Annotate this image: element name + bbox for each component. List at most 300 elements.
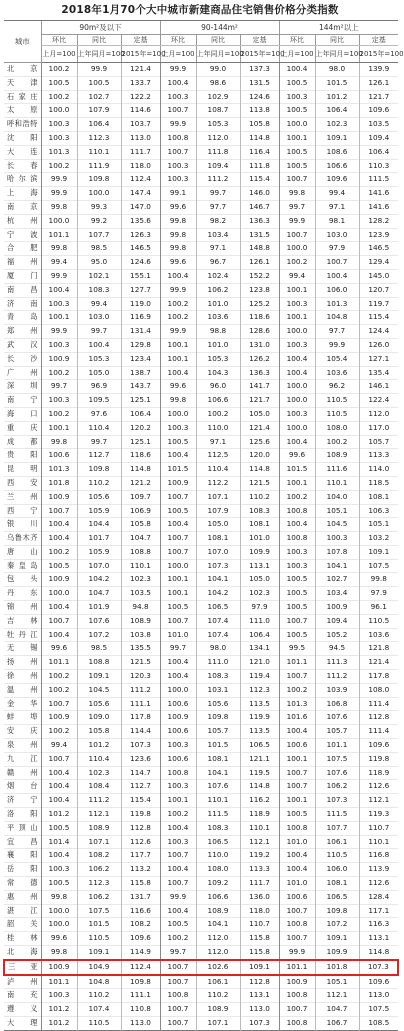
sub-header: 环比 — [279, 35, 315, 46]
index-value: 100.3 — [160, 780, 196, 794]
sub-header: 定基 — [359, 35, 398, 46]
index-value: 121.5 — [121, 656, 160, 670]
index-value: 125.1 — [121, 394, 160, 408]
index-value: 97.9 — [240, 601, 279, 615]
index-value: 109.0 — [77, 711, 121, 725]
base-header: 2015年=100 — [240, 46, 279, 63]
index-value: 96.9 — [77, 380, 121, 394]
index-value: 121.4 — [240, 421, 279, 435]
index-value: 110.7 — [359, 821, 398, 835]
index-value: 101.2 — [41, 808, 77, 822]
index-value: 97.6 — [77, 407, 121, 421]
index-value: 119.5 — [240, 766, 279, 780]
index-value: 128.2 — [359, 214, 398, 228]
index-value: 106.3 — [359, 504, 398, 518]
index-value: 110.1 — [359, 835, 398, 849]
index-value: 112.6 — [359, 877, 398, 891]
index-value: 100.2 — [41, 63, 77, 77]
index-value: 105.3 — [196, 352, 240, 366]
index-value: 100.1 — [41, 311, 77, 325]
index-value: 100.5 — [279, 76, 315, 90]
index-value: 105.1 — [315, 975, 359, 989]
index-value: 103.2 — [359, 532, 398, 546]
index-value: 127.1 — [359, 352, 398, 366]
index-value: 100.2 — [41, 407, 77, 421]
index-value: 100.9 — [279, 975, 315, 989]
index-value: 104.8 — [77, 975, 121, 989]
index-value: 108.9 — [315, 449, 359, 463]
index-value: 104.1 — [196, 766, 240, 780]
index-value: 116.9 — [121, 311, 160, 325]
index-value: 110.5 — [77, 932, 121, 946]
index-value: 105.8 — [77, 725, 121, 739]
table-row — [4, 421, 398, 435]
index-value: 108.9 — [196, 904, 240, 918]
index-value: 100.3 — [279, 338, 315, 352]
table-row — [4, 821, 398, 835]
sub-header: 同比 — [77, 35, 121, 46]
index-value: 109.2 — [196, 877, 240, 891]
index-value: 100.7 — [41, 504, 77, 518]
index-value: 100.2 — [41, 545, 77, 559]
index-value: 106.8 — [315, 697, 359, 711]
index-value: 100.7 — [315, 256, 359, 270]
index-value: 121.2 — [121, 476, 160, 490]
index-value: 147.0 — [121, 200, 160, 214]
base-header: 上年同月=100 — [196, 46, 240, 63]
index-value: 100.8 — [279, 821, 315, 835]
index-value: 100.0 — [41, 918, 77, 932]
index-value: 108.1 — [196, 752, 240, 766]
index-value: 99.7 — [41, 380, 77, 394]
index-value: 108.0 — [196, 863, 240, 877]
index-value: 104.7 — [315, 1003, 359, 1017]
city-name: 襄阳 — [7, 850, 38, 860]
index-value: 123.6 — [121, 752, 160, 766]
index-value: 100.4 — [41, 794, 77, 808]
city-name: 太原 — [7, 105, 38, 115]
index-value: 101.1 — [41, 228, 77, 242]
index-value: 100.5 — [279, 104, 315, 118]
index-value: 109.7 — [121, 490, 160, 504]
index-value: 107.7 — [77, 228, 121, 242]
index-value: 116.6 — [121, 904, 160, 918]
index-value: 108.5 — [359, 1016, 398, 1030]
table-row — [4, 946, 398, 960]
index-value: 100.4 — [279, 63, 315, 77]
index-value: 113.0 — [121, 131, 160, 145]
index-value: 109.1 — [77, 946, 121, 960]
index-value: 114.8 — [121, 463, 160, 477]
index-value: 100.1 — [160, 352, 196, 366]
index-value: 155.1 — [121, 269, 160, 283]
index-value: 113.1 — [240, 989, 279, 1003]
index-value: 100.0 — [279, 325, 315, 339]
index-value: 100.3 — [279, 545, 315, 559]
index-value: 100.2 — [160, 311, 196, 325]
city-name: 兰州 — [7, 491, 38, 501]
index-value: 110.4 — [196, 463, 240, 477]
index-value: 110.5 — [359, 614, 398, 628]
index-value: 100.4 — [315, 269, 359, 283]
index-value: 100.7 — [279, 780, 315, 794]
index-value: 99.1 — [160, 187, 196, 201]
index-value: 119.3 — [359, 808, 398, 822]
city-name: 无锡 — [7, 643, 38, 653]
city-name: 大连 — [7, 146, 38, 156]
index-value: 94.5 — [315, 642, 359, 656]
index-value: 101.9 — [77, 601, 121, 615]
index-value: 100.3 — [41, 118, 77, 132]
index-value: 107.3 — [240, 1016, 279, 1030]
base-header: 上月=100 — [41, 46, 77, 63]
index-value: 117.0 — [359, 421, 398, 435]
index-value: 117.8 — [121, 711, 160, 725]
index-value: 111.8 — [196, 145, 240, 159]
city-name: 赣州 — [7, 767, 38, 777]
index-value: 99.4 — [279, 269, 315, 283]
city-name: 唐山 — [7, 546, 38, 556]
index-value: 118.0 — [121, 159, 160, 173]
city-name: 韶关 — [7, 919, 38, 929]
index-value: 107.6 — [315, 711, 359, 725]
index-value: 146.7 — [240, 200, 279, 214]
index-value: 111.2 — [315, 670, 359, 684]
index-value: 100.6 — [160, 697, 196, 711]
index-value: 108.3 — [240, 504, 279, 518]
index-value: 112.4 — [121, 960, 160, 975]
index-value: 112.3 — [77, 877, 121, 891]
index-value: 106.2 — [196, 283, 240, 297]
city-name: 成都 — [7, 436, 38, 446]
index-value: 108.0 — [359, 683, 398, 697]
index-value: 100.3 — [41, 297, 77, 311]
index-value: 110.2 — [77, 476, 121, 490]
city-name: 南京 — [7, 201, 38, 211]
table-row — [4, 159, 398, 173]
index-value: 114.0 — [359, 463, 398, 477]
index-value: 104.1 — [315, 559, 359, 573]
index-value: 136.3 — [240, 214, 279, 228]
index-value: 123.4 — [121, 352, 160, 366]
index-value: 104.9 — [77, 960, 121, 975]
index-value: 100.3 — [279, 559, 315, 573]
index-value: 110.1 — [196, 794, 240, 808]
index-value: 100.4 — [77, 338, 121, 352]
index-value: 131.0 — [240, 338, 279, 352]
index-value: 141.6 — [359, 187, 398, 201]
base-header: 2015年=100 — [121, 46, 160, 63]
index-value: 102.7 — [315, 573, 359, 587]
index-value: 102.6 — [196, 960, 240, 975]
group-header-large: 144m²以上 — [279, 21, 398, 35]
base-header: 上年同月=100 — [315, 46, 359, 63]
sub-header: 环比 — [41, 35, 77, 46]
sub-header: 环比 — [160, 35, 196, 46]
index-value: 124.6 — [121, 256, 160, 270]
index-value: 108.6 — [315, 145, 359, 159]
city-name: 呼和浩特 — [7, 119, 38, 129]
table-row — [4, 476, 398, 490]
index-value: 105.8 — [240, 118, 279, 132]
index-value: 101.0 — [279, 835, 315, 849]
index-value: 100.3 — [160, 90, 196, 104]
city-name: 烟台 — [7, 781, 38, 791]
index-value: 104.1 — [196, 573, 240, 587]
index-value: 118.9 — [359, 766, 398, 780]
index-value: 120.0 — [240, 449, 279, 463]
index-value: 114.7 — [121, 766, 160, 780]
table-row — [4, 76, 398, 90]
index-value: 133.7 — [121, 76, 160, 90]
index-value: 112.4 — [121, 173, 160, 187]
index-value: 111.5 — [359, 173, 398, 187]
index-value: 99.9 — [41, 187, 77, 201]
index-value: 99.2 — [77, 214, 121, 228]
index-value: 102.4 — [196, 269, 240, 283]
index-value: 99.4 — [77, 297, 121, 311]
index-value: 106.5 — [196, 835, 240, 849]
index-value: 100.4 — [160, 656, 196, 670]
index-value: 114.8 — [240, 463, 279, 477]
index-value: 97.1 — [196, 435, 240, 449]
index-value: 101.0 — [279, 877, 315, 891]
index-value: 100.2 — [41, 670, 77, 684]
index-value: 108.1 — [359, 490, 398, 504]
index-value: 109.8 — [77, 463, 121, 477]
index-value: 102.3 — [240, 587, 279, 601]
index-value: 101.4 — [41, 835, 77, 849]
index-value: 100.8 — [279, 532, 315, 546]
table-row — [4, 118, 398, 132]
index-value: 99.8 — [160, 228, 196, 242]
base-header: 2015年=100 — [359, 46, 398, 63]
index-value: 99.8 — [41, 890, 77, 904]
index-value: 111.3 — [315, 656, 359, 670]
index-value: 105.8 — [121, 518, 160, 532]
index-value: 100.7 — [279, 670, 315, 684]
index-value: 101.5 — [315, 76, 359, 90]
index-value: 100.4 — [160, 269, 196, 283]
city-name: 岳阳 — [7, 864, 38, 874]
city-name: 牡丹江 — [7, 629, 38, 639]
index-value: 100.7 — [160, 849, 196, 863]
index-value: 100.0 — [279, 421, 315, 435]
index-value: 115.4 — [240, 173, 279, 187]
index-value: 107.1 — [196, 490, 240, 504]
table-row — [4, 104, 398, 118]
index-value: 100.7 — [160, 960, 196, 975]
index-value: 100.8 — [279, 504, 315, 518]
index-value: 106.0 — [315, 283, 359, 297]
index-value: 97.7 — [196, 200, 240, 214]
index-value: 107.5 — [315, 752, 359, 766]
index-value: 99.8 — [160, 394, 196, 408]
city-name: 武汉 — [7, 339, 38, 349]
index-value: 103.0 — [315, 228, 359, 242]
index-value: 99.8 — [359, 573, 398, 587]
city-name: 南昌 — [7, 284, 38, 294]
price-index-table — [3, 20, 404, 1031]
index-value: 112.1 — [77, 808, 121, 822]
index-value: 100.7 — [279, 1003, 315, 1017]
index-value: 100.7 — [41, 697, 77, 711]
index-value: 147.4 — [121, 187, 160, 201]
table-row — [4, 918, 398, 932]
index-value: 99.8 — [41, 946, 77, 960]
index-value: 101.0 — [160, 628, 196, 642]
city-name: 徐州 — [7, 671, 38, 681]
city-name: 北海 — [7, 947, 38, 956]
index-value: 106.5 — [315, 890, 359, 904]
index-value: 100.4 — [160, 904, 196, 918]
index-value: 111.0 — [240, 614, 279, 628]
index-value: 99.7 — [77, 325, 121, 339]
index-value: 102.3 — [77, 766, 121, 780]
index-value: 94.8 — [121, 601, 160, 615]
index-value: 109.8 — [121, 975, 160, 989]
index-value: 99.8 — [41, 242, 77, 256]
index-value: 112.0 — [196, 932, 240, 946]
city-name: 南宁 — [7, 395, 38, 405]
index-value: 100.5 — [279, 145, 315, 159]
city-name: 杭州 — [7, 215, 38, 225]
city-name: 福州 — [7, 257, 38, 267]
index-value: 102.9 — [196, 90, 240, 104]
index-value: 112.1 — [359, 794, 398, 808]
table-row — [4, 1003, 398, 1017]
index-value: 100.7 — [160, 1003, 196, 1017]
index-value: 105.1 — [359, 518, 398, 532]
index-value: 107.1 — [196, 1016, 240, 1030]
index-value: 105.7 — [315, 725, 359, 739]
index-value: 118.5 — [359, 476, 398, 490]
index-value: 100.4 — [41, 849, 77, 863]
index-value: 100.1 — [279, 752, 315, 766]
table-row — [4, 63, 398, 77]
index-value: 110.7 — [240, 918, 279, 932]
index-value: 106.2 — [77, 863, 121, 877]
index-value: 100.3 — [41, 338, 77, 352]
index-value: 111.6 — [315, 463, 359, 477]
index-value: 101.3 — [315, 297, 359, 311]
index-value: 101.2 — [315, 90, 359, 104]
index-value: 136.3 — [240, 366, 279, 380]
index-value: 99.7 — [196, 187, 240, 201]
index-value: 135.4 — [359, 366, 398, 380]
city-name: 温州 — [7, 684, 38, 694]
index-value: 108.4 — [77, 780, 121, 794]
sub-header: 定基 — [240, 35, 279, 46]
index-value: 112.0 — [359, 407, 398, 421]
city-name: 郑州 — [7, 326, 38, 336]
index-value: 101.2 — [77, 739, 121, 753]
index-value: 99.4 — [41, 739, 77, 753]
index-value: 107.2 — [77, 628, 121, 642]
index-value: 105.3 — [77, 352, 121, 366]
index-value: 100.1 — [160, 587, 196, 601]
index-value: 100.9 — [41, 352, 77, 366]
index-value: 123.9 — [359, 228, 398, 242]
index-value: 99.8 — [160, 242, 196, 256]
table-row — [4, 504, 398, 518]
index-value: 100.0 — [160, 683, 196, 697]
index-value: 100.6 — [279, 739, 315, 753]
index-value: 109.6 — [121, 932, 160, 946]
index-value: 101.5 — [160, 463, 196, 477]
index-value: 100.9 — [41, 490, 77, 504]
index-value: 100.4 — [279, 863, 315, 877]
index-value: 113.3 — [240, 863, 279, 877]
index-value: 120.7 — [359, 283, 398, 297]
table-row — [4, 587, 398, 601]
index-value: 112.1 — [315, 989, 359, 1003]
index-value: 111.2 — [77, 794, 121, 808]
index-value: 119.9 — [240, 711, 279, 725]
index-value: 110.4 — [77, 421, 121, 435]
index-value: 100.1 — [279, 131, 315, 145]
index-value: 112.7 — [121, 780, 160, 794]
city-name: 遵义 — [7, 1004, 38, 1014]
index-value: 98.0 — [196, 642, 240, 656]
index-value: 103.4 — [315, 587, 359, 601]
city-name: 长沙 — [7, 353, 38, 363]
index-value: 109.8 — [315, 904, 359, 918]
index-value: 100.8 — [279, 1016, 315, 1030]
city-name: 天津 — [7, 77, 38, 87]
city-name: 金华 — [7, 698, 38, 708]
index-value: 110.0 — [196, 849, 240, 863]
index-value: 97.1 — [315, 200, 359, 214]
index-value: 141.6 — [359, 200, 398, 214]
index-value: 108.1 — [196, 532, 240, 546]
index-value: 99.9 — [160, 325, 196, 339]
index-value: 96.2 — [315, 380, 359, 394]
index-value: 112.5 — [196, 449, 240, 463]
index-value: 109.4 — [315, 614, 359, 628]
city-name: 泸州 — [7, 976, 38, 986]
index-value: 100.4 — [41, 532, 77, 546]
index-value: 99.6 — [279, 449, 315, 463]
index-value: 108.0 — [315, 421, 359, 435]
index-value: 107.0 — [196, 545, 240, 559]
index-value: 98.0 — [315, 63, 359, 77]
index-value: 104.2 — [77, 573, 121, 587]
index-value: 112.3 — [77, 131, 121, 145]
index-value: 98.5 — [77, 242, 121, 256]
table-row — [4, 145, 398, 159]
table-row — [4, 711, 398, 725]
index-value: 100.2 — [196, 407, 240, 421]
city-name: 吉林 — [7, 615, 38, 625]
index-value: 105.0 — [240, 573, 279, 587]
table-row — [4, 394, 398, 408]
index-value: 99.9 — [315, 338, 359, 352]
index-value: 103.0 — [77, 311, 121, 325]
index-value: 104.1 — [196, 918, 240, 932]
index-value: 100.2 — [41, 159, 77, 173]
index-value: 100.6 — [160, 725, 196, 739]
index-value: 99.8 — [41, 200, 77, 214]
index-value: 100.5 — [160, 918, 196, 932]
table-row — [4, 283, 398, 297]
index-value: 106.9 — [121, 504, 160, 518]
table-row — [4, 614, 398, 628]
index-value: 112.0 — [196, 131, 240, 145]
index-value: 99.9 — [41, 325, 77, 339]
index-value: 99.6 — [41, 642, 77, 656]
index-value: 103.1 — [196, 683, 240, 697]
